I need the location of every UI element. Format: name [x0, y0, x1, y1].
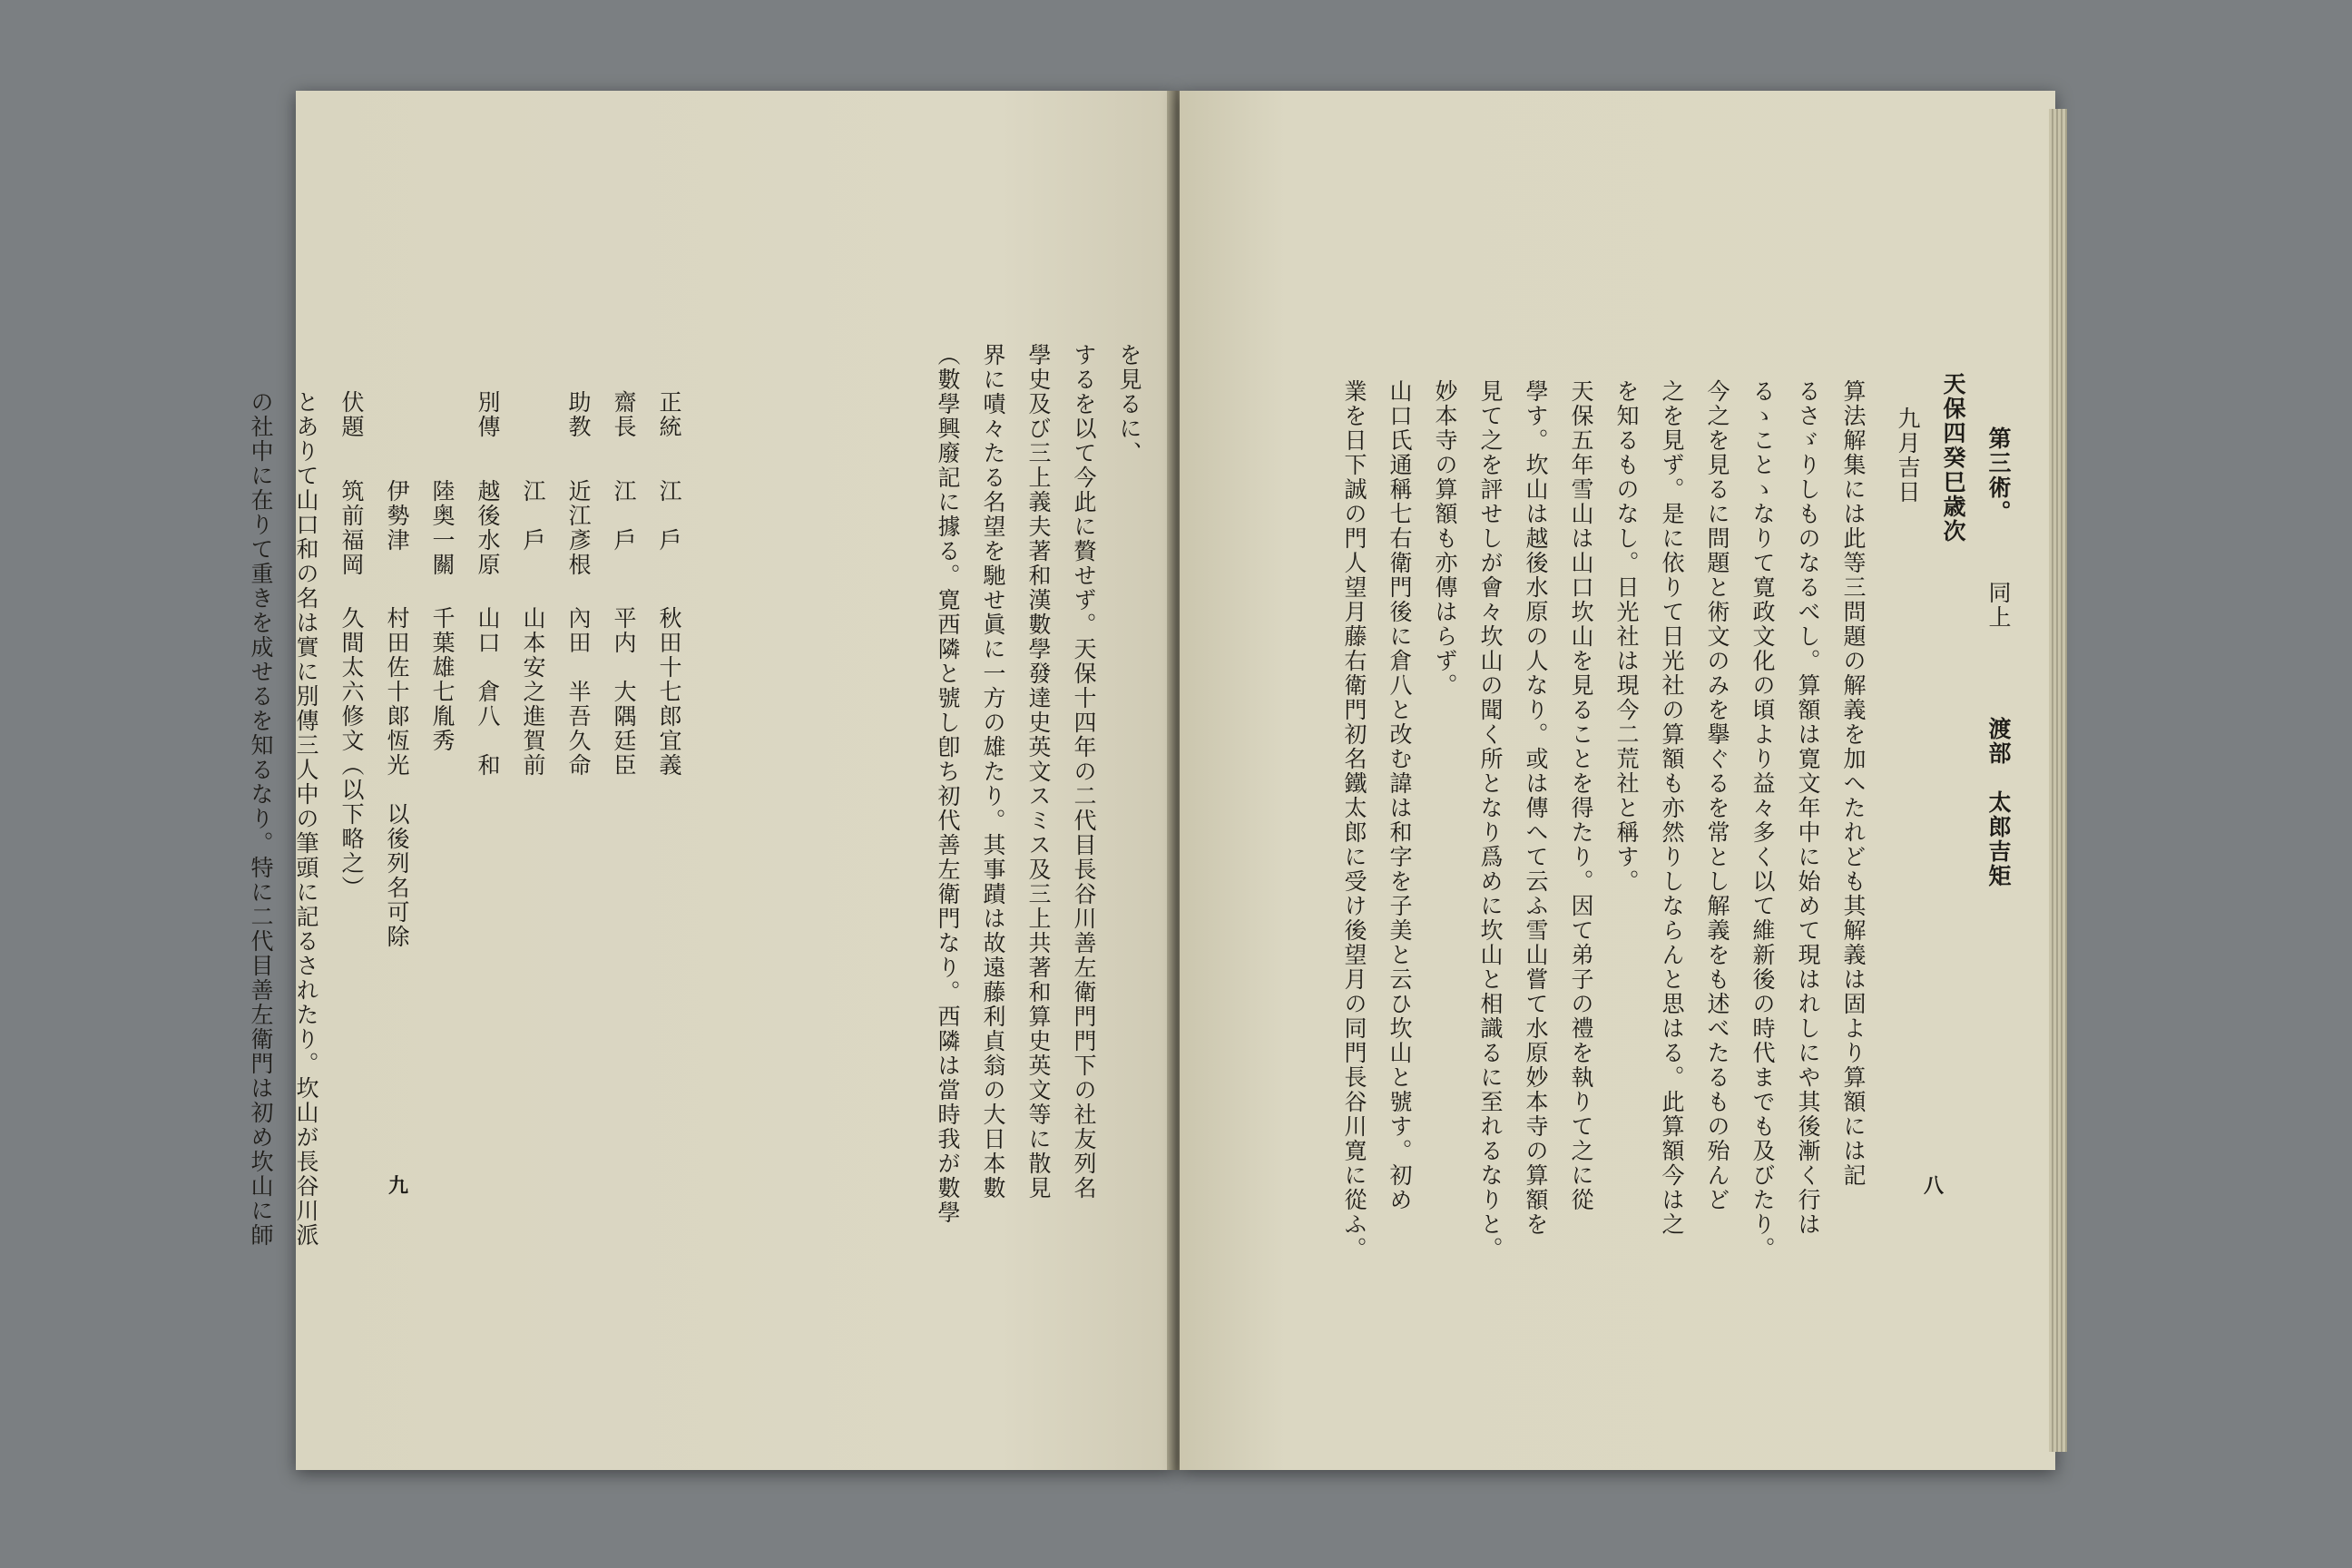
text-column: るゝことゝなりて寛政文化の頃より益々多く以て維新後の時代までも及びたり。 — [1749, 379, 1776, 1261]
text-column: 妙本寺の算額も亦傳はらず。 — [1432, 379, 1458, 698]
roster-name: 山本安之進賀前 — [520, 606, 546, 778]
text-column: 見て之を評せしが會々坎山の聞く所となり爲めに坎山と相識るに至れるなりと。 — [1477, 379, 1504, 1261]
roster-name: 久間太六修文（以下略之） — [338, 606, 365, 900]
right-page — [1180, 91, 2055, 1470]
text-column: 山口氏通稱七右衛門後に倉八と改む諱は和字を子美と云ひ坎山と號す。初め — [1387, 379, 1413, 1212]
roster-name: 秋田十七郎宜義 — [656, 606, 682, 778]
roster-role: 別傳 — [475, 390, 501, 439]
roster-place: 江 戶 — [611, 479, 637, 553]
heading-date: 九月吉日 — [1895, 407, 1921, 505]
page-number: 八 — [1924, 1174, 1945, 1198]
page-edges — [2049, 109, 2067, 1452]
text-column: 天保五年雪山は山口坎山を見ることを得たり。因て弟子の禮を執りて之に從 — [1568, 379, 1594, 1212]
text-column: するを以て今此に贅せず。天保十四年の二代目長谷川善左衛門門下の社友列名 — [1071, 343, 1097, 1200]
roster-name: 村田佐十郞恆光 以後列名可除 — [384, 606, 410, 949]
roster-place: 近江彥根 — [565, 479, 592, 577]
heading-date: 天保四癸巳歳次 — [1940, 372, 1966, 544]
roster-role: 助教 — [565, 390, 592, 439]
text-column: 今之を見るに問題と術文のみを擧ぐるを常とし解義をも述べたるもの殆んど — [1704, 379, 1730, 1212]
text-column: 學す。坎山は越後水原の人なり。或は傳へて云ふ雪山嘗て水原妙本寺の算額を — [1523, 379, 1549, 1237]
roster-place: 筑前福岡 — [338, 479, 365, 577]
roster-name: 平内 大隅廷臣 — [611, 606, 637, 778]
text-column: 界に嘖々たる名望を馳せ眞に一方の雄たり。其事蹟は故遠藤利貞翁の大日本數 — [980, 343, 1006, 1200]
roster-place: 陸奥一關 — [429, 479, 456, 577]
text-column: とありて山口和の名は實に別傳三人中の筆頭に記るされたり。坎山が長谷川派 — [293, 390, 319, 1248]
text-column: るさゞりしものなるべし。算額は寛文年中に始めて現はれしにや其後漸く行は — [1795, 379, 1821, 1237]
text-column: を見るに、 — [1116, 343, 1142, 466]
roster-place: 越後水原 — [475, 479, 501, 577]
heading-author: 渡部 太郎吉矩 — [1985, 717, 2012, 888]
roster-place: 江 戶 — [520, 479, 546, 553]
roster-role: 齋長 — [611, 390, 637, 439]
text-column: 業を日下誠の門人望月藤右衛門初名鐵太郎に受け後望月の同門長谷川寛に從ふ。 — [1341, 379, 1367, 1261]
page-number: 九 — [388, 1174, 409, 1198]
heading-attribution: 同上 — [1985, 581, 2012, 630]
roster-place: 江 戶 — [656, 479, 682, 553]
roster-role: 正統 — [656, 390, 682, 439]
roster-name: 山口 倉八 和 — [475, 606, 501, 778]
text-column: 算法解集には此等三問題の解義を加へたれども其解義は固より算額には記 — [1840, 379, 1867, 1188]
roster-place: 伊勢津 — [384, 479, 410, 553]
text-column: の社中に在りて重きを成せるを知るなり。特に二代目善左衛門は初め坎山に師 — [248, 390, 274, 1248]
text-column: 之を見ず。是に依りて日光社の算額も亦然りしならんと思はる。此算額今は之 — [1659, 379, 1685, 1237]
section-heading: 第三術。 — [1985, 426, 2012, 524]
roster-role: 伏題 — [338, 390, 365, 439]
text-column: 學史及び三上義夫著和漢數學發達史英文スミス及三上共著和算史英文等に散見 — [1025, 343, 1052, 1200]
book-spread — [248, 91, 2067, 1488]
text-column: （數學興廢記に據る。寛西隣と號し卽ち初代善左衛門なり。西隣は當時我が數學 — [935, 343, 961, 1225]
left-page — [248, 91, 1174, 1470]
text-column: を知るものなし。日光社は現今二荒社と稱す。 — [1613, 379, 1640, 894]
roster-name: 內田 半吾久命 — [565, 606, 592, 778]
roster-name: 千葉雄七胤秀 — [429, 606, 456, 753]
